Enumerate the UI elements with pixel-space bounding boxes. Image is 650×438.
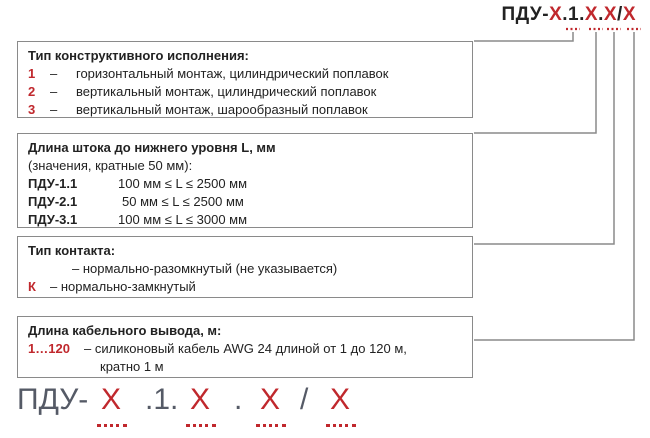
footer-sep2: . [234, 383, 243, 416]
footer-dots-x2 [186, 421, 216, 427]
box2-model: ПДУ-3.1 [28, 212, 78, 227]
header-sep3: / [617, 4, 623, 25]
header-sep1: .1. [562, 4, 585, 25]
connector-box2 [474, 32, 596, 133]
box4-item [28, 340, 462, 358]
footer-prefix: ПДУ- [17, 383, 89, 416]
box4-text-line2: кратно 1 м [100, 359, 164, 374]
box4-title: Длина кабельного вывода, м: [28, 323, 222, 338]
box1-dash: – [50, 66, 58, 81]
box3-code [28, 260, 72, 278]
box1-dash: – [50, 84, 58, 99]
box1-text: вертикальный монтаж, шарообразный поплавок [76, 102, 368, 117]
box2-range: 50 мм ≤ L ≤ 2500 мм [122, 194, 244, 209]
header-x1: X [549, 4, 563, 25]
header-x3: X [603, 4, 618, 25]
connector-box4 [474, 32, 634, 340]
box1-text: горизонтальный монтаж, цилиндрический поплавок [76, 66, 389, 81]
box1-code: 1 [28, 66, 36, 81]
box-rod-length [17, 133, 473, 228]
box2-range: 100 мм ≤ L ≤ 2500 мм [118, 176, 248, 191]
footer-dots-x4 [326, 421, 356, 427]
box-design-type [17, 41, 473, 118]
designation-header [501, 4, 636, 26]
header-prefix: ПДУ- [501, 4, 550, 25]
box3-text: – нормально-разомкнутый (не указывается) [72, 261, 338, 276]
header-x4: X [622, 4, 636, 25]
box4-item [28, 358, 462, 376]
box2-model: ПДУ-2.1 [28, 194, 78, 209]
footer-dots-x3 [256, 421, 286, 427]
footer-x3: X [260, 383, 281, 416]
box1-title: Тип конструктивного исполнения: [28, 48, 249, 63]
connector-box3 [474, 32, 614, 244]
box-contact-type [17, 236, 473, 298]
box1-text: вертикальный монтаж, цилиндрический поплавок [76, 84, 377, 99]
box3-item [28, 278, 462, 296]
header-sep2: . [598, 4, 604, 25]
box-cable-length [17, 316, 473, 378]
box3-code: К [28, 279, 36, 294]
box3-title: Тип контакта: [28, 243, 116, 258]
box2-row [28, 193, 462, 211]
box2-title: Длина штока до нижнего уровня L, мм [28, 140, 276, 155]
footer-sep1: .1. [145, 383, 179, 416]
box1-code: 2 [28, 84, 36, 99]
footer-sep3: / [300, 383, 309, 416]
box2-row [28, 175, 462, 193]
connector-box1 [474, 32, 573, 41]
box1-code: 3 [28, 102, 36, 117]
box1-item [28, 101, 462, 119]
box2-model: ПДУ-1.1 [28, 176, 78, 191]
footer-x1: X [101, 383, 122, 416]
footer-x4: X [330, 383, 351, 416]
box3-item [28, 260, 462, 278]
box1-dash: – [50, 102, 58, 117]
box4-text-line1: – силиконовый кабель AWG 24 длиной от 1 до 120 м, [84, 341, 407, 356]
box2-subtitle: (значения, кратные 50 мм): [28, 158, 193, 173]
box2-range: 100 мм ≤ L ≤ 3000 мм [118, 212, 248, 227]
footer-x2: X [190, 383, 211, 416]
box1-item [28, 65, 462, 83]
box2-row [28, 211, 462, 229]
box1-item [28, 83, 462, 101]
header-x2: X [584, 4, 599, 25]
box3-text: – нормально-замкнутый [50, 279, 196, 294]
box4-code: 1…120 [28, 341, 70, 356]
footer-dots-x1 [97, 421, 127, 427]
